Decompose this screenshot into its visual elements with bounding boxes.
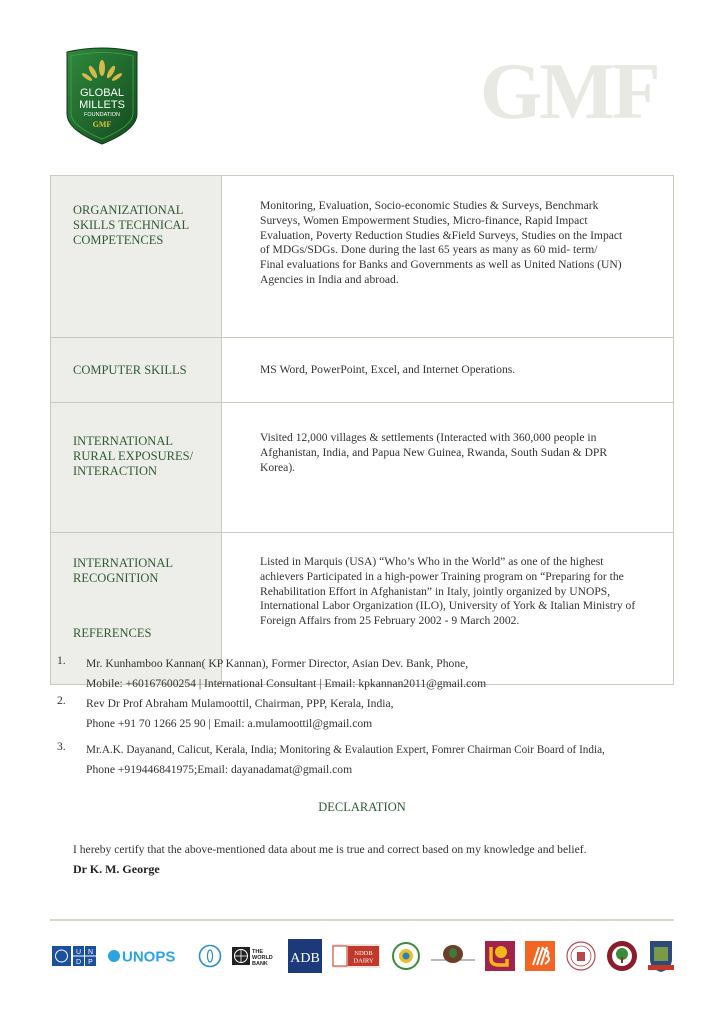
svg-text:UNOPS: UNOPS	[122, 948, 176, 966]
svg-text:N: N	[87, 949, 94, 956]
reference-number: 2.	[57, 694, 66, 707]
partner-logos	[52, 938, 674, 974]
references-heading: REFERENCES	[73, 626, 152, 640]
undp-logo	[52, 946, 97, 966]
row-value: Listed in Marquis (USA) “Who’s Who in the World” as one of the highest achievers Participated in a high-power Training program on “Preparing for the Rehabilitation Effort in Afghanistan” in Italy, jointly organized by UNOPS, International Labor Organization (ILO), University of York & Italian Ministry of Foreign Affairs from 25 February 2002 - 9 March 2002.	[222, 533, 674, 685]
unops-logo	[107, 946, 187, 966]
svg-text:MILLETS: MILLETS	[79, 99, 125, 111]
fao-logo	[198, 944, 222, 968]
svg-text:WORLD: WORLD	[251, 955, 273, 961]
row-label: INTERNATIONAL RECOGNITION	[51, 533, 222, 685]
table-row-organizational-skills	[51, 176, 674, 338]
row-label: INTERNATIONAL RURAL EXPOSURES/ INTERACTION	[51, 403, 222, 533]
svg-text:THE: THE	[251, 949, 263, 955]
signature-name: Dr K. M. George	[73, 862, 160, 876]
footer-divider	[50, 919, 674, 921]
svg-text:D: D	[75, 959, 82, 966]
svg-text:DAIRY: DAIRY	[353, 957, 374, 965]
nddb-dairy-logo	[332, 944, 380, 968]
university-crest-logo	[648, 939, 674, 973]
kerala-university-logo	[606, 940, 638, 972]
skills-table	[50, 175, 674, 685]
svg-text:FOUNDATION: FOUNDATION	[84, 112, 120, 118]
declaration-heading: DECLARATION	[318, 800, 406, 814]
references-list	[57, 654, 677, 780]
rwanda-emblem-logo	[391, 941, 421, 971]
row-value: Monitoring, Evaluation, Socio-economic Studies & Surveys, Benchmark Surveys, Women Empowerment Studies, Micro-finance, Rapid Impact Evaluation, Poverty Reduction Studies &Field Surveys, Studies on the Impact of MDGs/SDGs. Done during the last 65 years as many as 60 mid- term/ Final evaluations for Banks and Governments as well as United Nations (UN) Agencies in India and abroad.	[222, 176, 674, 338]
svg-text:GLOBAL: GLOBAL	[79, 87, 125, 99]
gmf-watermark: GMF	[480, 48, 658, 136]
reference-item: 2. Rev Dr Prof Abraham Mulamoottil, Chairman, PPP, Kerala, India, Phone +91 70 1266 25 90 | Email: a.mulamoottil@gmail.com	[57, 694, 394, 730]
svg-text:BANK: BANK	[251, 961, 268, 966]
reference-number: 3.	[57, 740, 66, 753]
global-millets-foundation-logo	[63, 46, 141, 146]
declaration-text: I hereby certify that the above-mentioned data about me is true and correct based on my knowledge and belief.	[73, 843, 587, 856]
adb-logo	[288, 939, 322, 973]
reference-item: 3. Mr.A.K. Dayanand, Calicut, Kerala, India; Monitoring & Evalaution Expert, Fomrer Chairman Coir Board of India, Phone +919446841975;Email: dayanadamat@gmail.com	[57, 740, 605, 776]
svg-text:GMF: GMF	[92, 120, 112, 129]
row-value: MS Word, PowerPoint, Excel, and Internet Operations.	[222, 338, 674, 403]
punjab-national-bank-logo	[485, 941, 515, 971]
reference-item: 1. Mr. Kunhamboo Kannan( KP Kannan), Former Director, Asian Dev. Bank, Phone, Mobile: +60167600254 | International Consultant | Email: kpkannan2011@gmail.com	[57, 654, 487, 690]
county-bank-logo	[566, 941, 596, 971]
png-emblem-logo	[431, 943, 475, 969]
reference-number: 1.	[57, 654, 66, 667]
bank-of-baroda-logo	[525, 941, 555, 971]
svg-text:P: P	[88, 959, 93, 966]
row-value: Visited 12,000 villages & settlements (Interacted with 360,000 people in Afghanistan, India, and Papua New Guinea, Rwanda, South Sudan & DPR Korea).	[222, 403, 674, 533]
svg-text:ADB: ADB	[290, 951, 320, 966]
svg-text:U: U	[75, 949, 82, 956]
table-row-rural-exposures	[51, 403, 674, 533]
svg-text:NDDB: NDDB	[354, 950, 373, 957]
row-label: ORGANIZATIONAL SKILLS TECHNICAL COMPETENCES	[51, 176, 222, 338]
world-bank-logo	[232, 946, 278, 966]
row-label: COMPUTER SKILLS	[51, 338, 222, 403]
table-row-computer-skills	[51, 338, 674, 403]
